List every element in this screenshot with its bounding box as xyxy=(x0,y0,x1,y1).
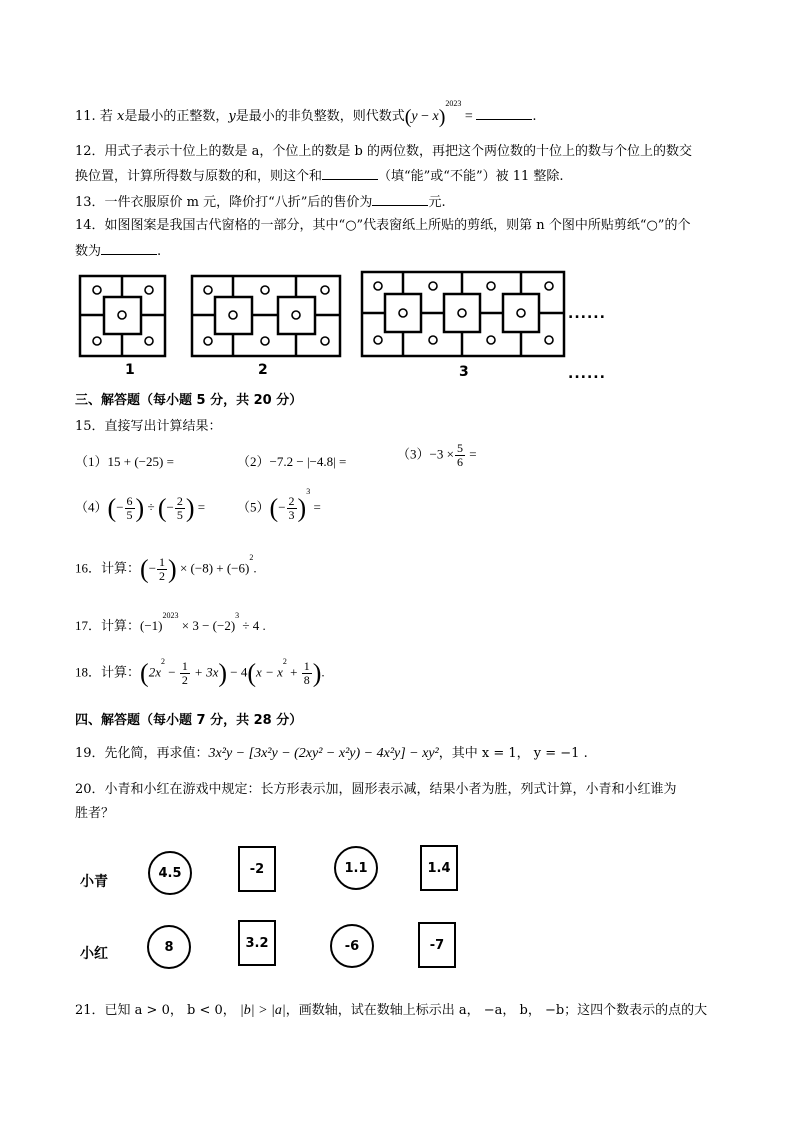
variable-x: x xyxy=(116,109,125,124)
question-21: 21．已知 a > 0， b < 0， |b| > |a|，画数轴，试在数轴上标示出 a， −a， b， −b；这四个数表示的点的大 xyxy=(75,1003,708,1018)
game-circle: 8 xyxy=(147,925,191,969)
answer-blank[interactable] xyxy=(101,242,157,255)
question-18: 18．计算：($2x^2$ − $\frac{1}{2}$ + $3x) - 4(x - x^2$ + $\frac{1}{8}$ ). xyxy=(75,657,325,688)
question-13: 13．一件衣服原价 m 元，降价打“八折”后的售价为 元. xyxy=(75,195,446,210)
pattern-label-3: 3 xyxy=(459,364,469,380)
pattern-label-2: 2 xyxy=(258,362,268,378)
text: 若 xyxy=(99,109,113,124)
question-14-line1: 14．如图图案是我国古代窗格的一部分，其中“○”代表窗纸上所贴的剪纸，则第 n 个图中所贴剪纸“○”的个 xyxy=(75,218,691,233)
answer-blank[interactable] xyxy=(322,167,378,180)
question-12-line1: 12．用式子表示十位上的数是 a，个位上的数是 b 的两位数，再把这个两位数的十位上的数与个位上的数交 xyxy=(75,144,693,159)
game-circle: 4.5 xyxy=(148,851,192,895)
ellipsis-right: ...... xyxy=(568,306,606,322)
game-rectangle: -2 xyxy=(238,846,276,892)
question-15-part-3: （3）−3 × $\frac{5}{6}$ = xyxy=(397,441,477,469)
question-17: 17．计算：$(-1)^{2023} \times 3 - (-2)^3 \div 4$ . xyxy=(75,610,266,633)
ellipsis-bottom: ...... xyxy=(568,366,606,382)
question-15-title: 15．直接写出计算结果： xyxy=(75,419,222,434)
question-15-part-5: （5）(− $\frac{2}{3}$ )$^3$ = xyxy=(237,487,321,523)
pattern-label-1: 1 xyxy=(125,362,135,378)
question-15-part-2: （2）−7.2 − |−4.8| = xyxy=(237,454,347,469)
question-11: 11. 若 x是最小的正整数，y是最小的非负整数，则代数式$(y - x)^{2023}$ = . xyxy=(75,99,537,128)
game-rectangle: 1.4 xyxy=(420,845,458,891)
question-16: 16．计算：(− $\frac{1}{2}$ ) × $(-8) + (-6)^2$. xyxy=(75,553,257,584)
question-15-part-4: （4）(− $\frac{6}{5}$ ) ÷ (− $\frac{2}{5}$ ) = xyxy=(75,493,206,523)
window-pattern-figure xyxy=(70,268,630,383)
player-label-xiaohong: 小红 xyxy=(80,946,108,962)
game-rectangle: -7 xyxy=(418,922,456,968)
question-12-line2: 换位置，计算所得数与原数的和，则这个和 （填“能”或“不能”）被 11 整除. xyxy=(75,169,564,184)
section-4-title: 四、解答题（每小题 7 分，共 28 分） xyxy=(75,713,303,728)
player-label-xiaoqing: 小青 xyxy=(80,874,108,890)
question-14-line2: 数为 . xyxy=(75,244,162,259)
game-circle: 1.1 xyxy=(334,846,378,890)
question-19: 19．先化简，再求值：3x²y − [3x²y − (2xy² − x²y) − 4x²y] − xy²，其中 x = 1， y = −1 . xyxy=(75,746,588,761)
game-circle: -6 xyxy=(330,924,374,968)
question-20-line2: 胜者？ xyxy=(75,806,115,821)
question-number: 11. xyxy=(75,109,96,124)
question-15-part-1: （1）15 + (−25) = xyxy=(75,454,174,469)
variable-y: y xyxy=(228,109,236,124)
question-20-line1: 20．小青和小红在游戏中规定：长方形表示加，圆形表示减，结果小者为胜，列式计算，小青和小红谁为 xyxy=(75,782,677,797)
answer-blank[interactable] xyxy=(372,193,428,206)
text: 是最小的非负整数，则代数式 xyxy=(235,109,405,124)
expression: $(y - x)^{2023}$ = xyxy=(404,99,477,128)
game-rectangle: 3.2 xyxy=(238,920,276,966)
answer-blank[interactable] xyxy=(476,107,532,120)
text: 是最小的正整数， xyxy=(124,109,229,124)
section-3-title: 三、解答题（每小题 5 分，共 20 分） xyxy=(75,393,303,408)
